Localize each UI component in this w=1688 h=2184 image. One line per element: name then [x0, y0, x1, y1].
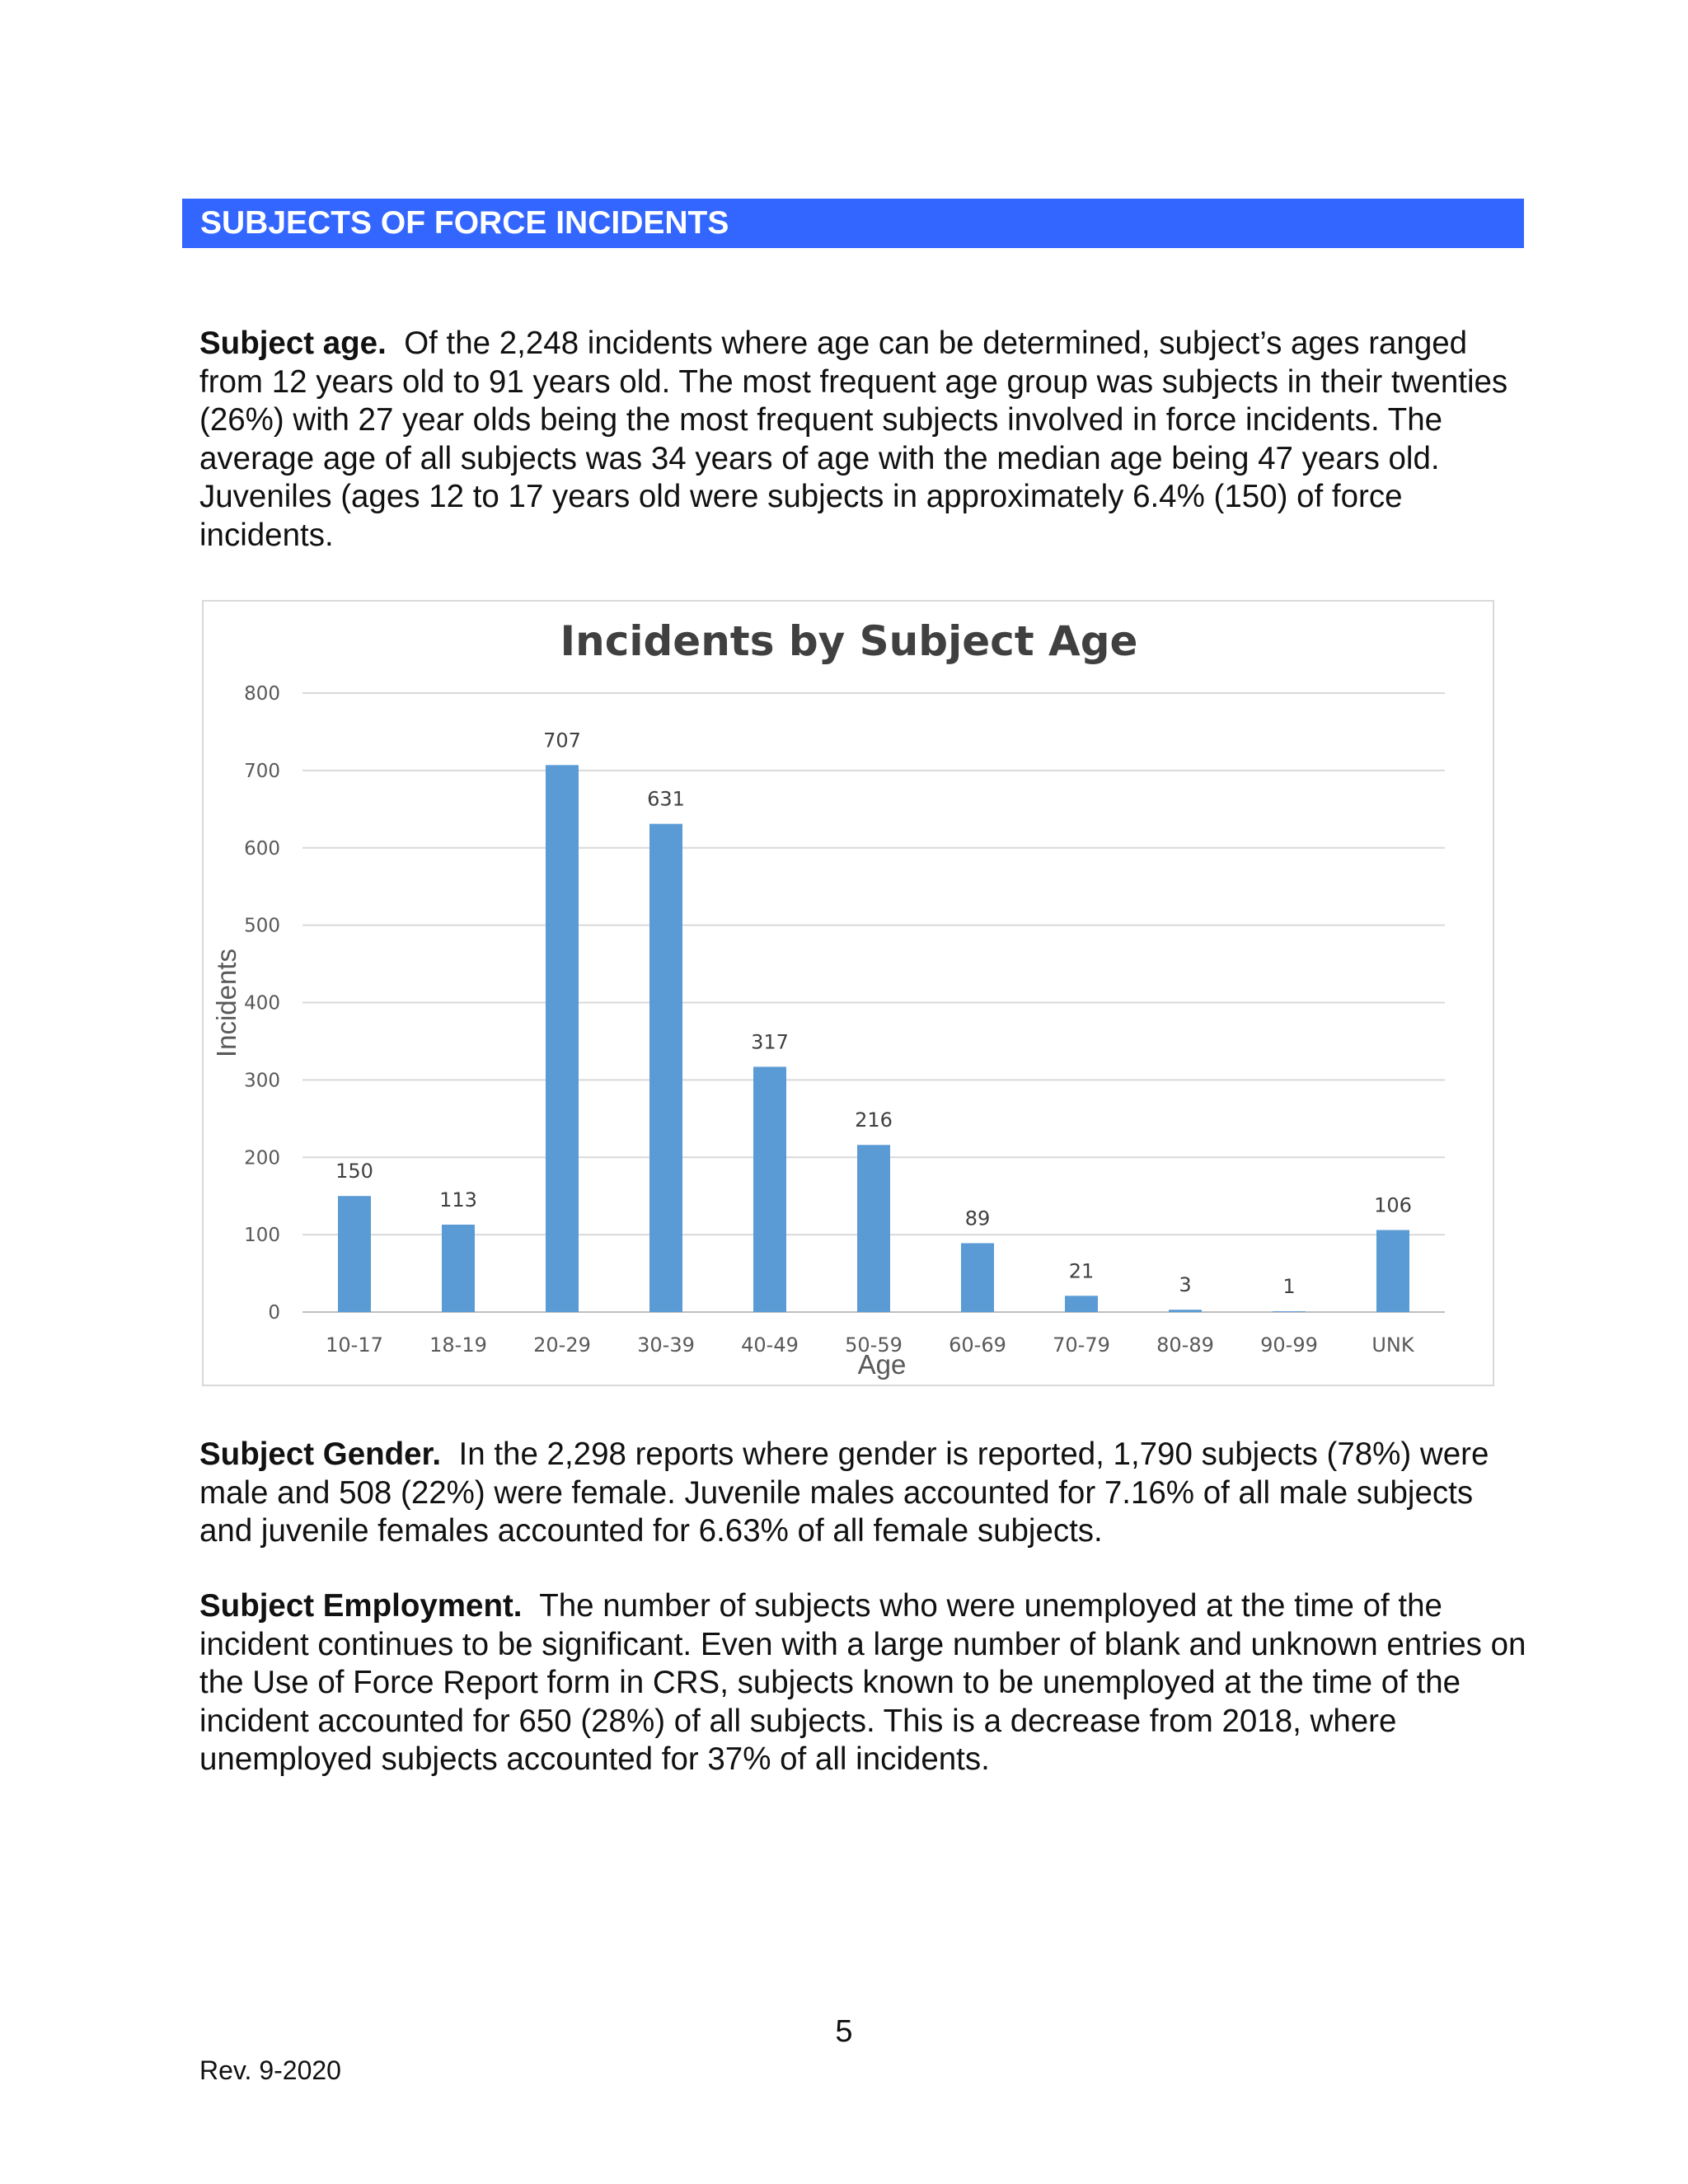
- data-label: 150: [335, 1160, 373, 1183]
- y-tick-label: 300: [244, 1070, 280, 1092]
- bar-30-39: [649, 824, 682, 1312]
- bar-unk: [1376, 1230, 1409, 1312]
- chart-title: Incidents by Subject Age: [560, 617, 1138, 665]
- subject-age-lead: Subject age.: [199, 326, 387, 361]
- bar-40-49: [753, 1066, 786, 1312]
- bar-90-99: [1273, 1311, 1306, 1312]
- bar-18-19: [442, 1225, 475, 1312]
- data-label: 631: [647, 787, 685, 811]
- x-tick-label: 30-39: [637, 1333, 695, 1357]
- revision-label: Rev. 9-2020: [199, 2055, 341, 2085]
- x-tick-label: 10-17: [326, 1333, 383, 1357]
- data-label: 3: [1179, 1273, 1192, 1297]
- subject-age-text: Of the 2,248 incidents where age can be determined, subject’s ages ranged from 12 years old to 91 years old. The most frequent age group was subjects in their twenties (26%) with 27 year olds being the most frequent subjects involved in force incidents. The average age of all subjects was 34 years of age with the median age being 47 years old. Juveniles (ages 12 to 17 years old were subjects in approximately 6.4% (150) of force incidents.: [199, 326, 1508, 553]
- data-label: 1: [1282, 1275, 1296, 1299]
- bar-70-79: [1065, 1296, 1098, 1312]
- x-tick-label: UNK: [1372, 1333, 1414, 1357]
- x-tick-label: 40-49: [741, 1333, 799, 1357]
- x-tick-label: 50-59: [845, 1333, 903, 1357]
- y-tick-label: 500: [244, 915, 280, 937]
- y-tick-label: 600: [244, 837, 280, 860]
- bar-20-29: [546, 765, 579, 1312]
- subject-gender-paragraph: [199, 1436, 1526, 1551]
- chart-svg: [204, 602, 1493, 1385]
- subject-gender-lead: Subject Gender.: [199, 1436, 442, 1472]
- subject-employment-text: The number of subjects who were unemployed at the time of the incident continues to be significant. Even with a large number of blank and unknown entries on the Use of Force Report form in CRS, subjects known to be unemployed at the time of the incident accounted for 650 (28%) of all subjects. This is a decrease from 2018, where unemployed subjects accounted for 37% of all incidents.: [199, 1588, 1526, 1777]
- subject-age-paragraph: [199, 325, 1526, 555]
- data-label: 21: [1068, 1259, 1095, 1283]
- x-tick-label: 60-69: [949, 1333, 1006, 1357]
- page-number: 5: [835, 2014, 853, 2049]
- y-tick-label: 200: [244, 1147, 280, 1169]
- incidents-by-age-chart: [202, 600, 1494, 1386]
- data-label: 317: [751, 1030, 789, 1054]
- x-tick-label: 70-79: [1053, 1333, 1110, 1357]
- section-title: SUBJECTS OF FORCE INCIDENTS: [200, 205, 729, 241]
- data-label: 707: [543, 729, 581, 752]
- y-tick-label: 400: [244, 992, 280, 1015]
- section-header: [182, 199, 1524, 248]
- x-tick-label: 18-19: [429, 1333, 487, 1357]
- y-tick-label: 800: [244, 683, 280, 705]
- bar-10-17: [338, 1196, 371, 1312]
- subject-gender-text: In the 2,298 reports where gender is reported, 1,790 subjects (78%) were male and 508 (22%) were female. Juvenile males accounted for 7.16% of all male subjects and juvenile females accounted for 6.63% of all female subjects.: [199, 1436, 1489, 1549]
- subject-employment-lead: Subject Employment.: [199, 1588, 523, 1624]
- data-label: 216: [855, 1108, 893, 1132]
- y-axis-label: Incidents: [211, 948, 241, 1058]
- x-tick-label: 80-89: [1156, 1333, 1214, 1357]
- x-tick-label: 90-99: [1260, 1333, 1318, 1357]
- data-label: 106: [1374, 1193, 1412, 1217]
- y-tick-label: 700: [244, 760, 280, 782]
- subject-employment-paragraph: [199, 1587, 1526, 1779]
- bar-60-69: [961, 1243, 994, 1312]
- y-tick-label: 100: [244, 1225, 280, 1247]
- x-axis-label: Age: [857, 1349, 907, 1380]
- data-label: 89: [964, 1207, 991, 1230]
- bar-50-59: [857, 1145, 890, 1312]
- bar-80-89: [1169, 1310, 1202, 1312]
- data-label: 113: [439, 1188, 477, 1212]
- x-tick-label: 20-29: [533, 1333, 591, 1357]
- y-tick-label: 0: [268, 1302, 280, 1324]
